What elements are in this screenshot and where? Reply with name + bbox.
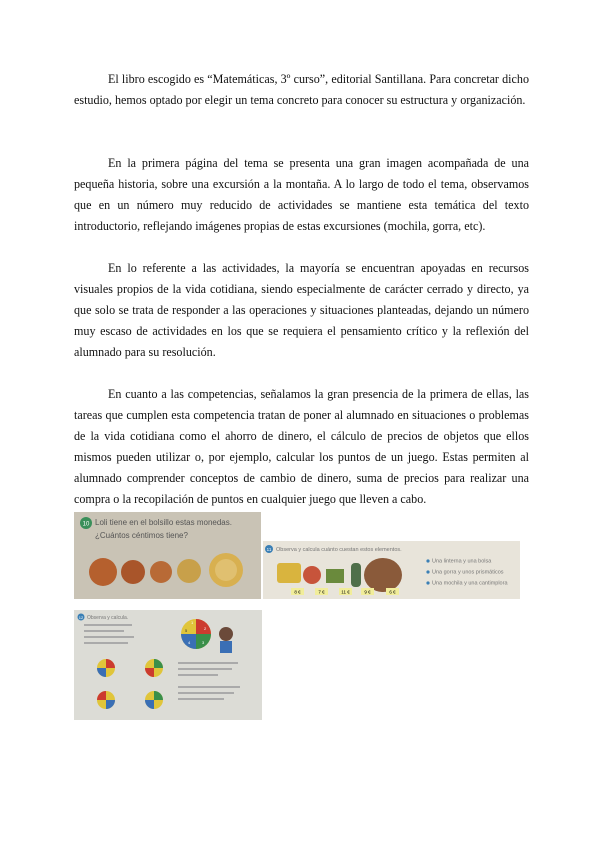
wheels-instruction: Observa y calcula.	[87, 615, 129, 621]
svg-text:12: 12	[78, 615, 84, 620]
coin-icon	[177, 559, 201, 583]
svg-text:11 €: 11 €	[341, 589, 350, 595]
small-score-wheel	[97, 691, 115, 709]
svg-text:5: 5	[185, 628, 188, 633]
items-prices-figure	[263, 541, 520, 599]
item-line-3: Una mochila y una cantimplora	[432, 580, 508, 587]
item-line-1: Una linterna y una bolsa	[432, 558, 492, 565]
paragraph-first-page: En la primera página del tema se presenta una gran imagen acompañada de una pequeña historia, sobre una excursión a la montaña. A lo largo de todo el tema, observamos que en un número muy reducido de actividades se mantiene esta temática del texto introductorio, reflejando imágenes propias de estas excursiones (mochila, gorra, etc).	[74, 156, 529, 233]
svg-text:4: 4	[188, 640, 191, 645]
svg-text:3: 3	[202, 640, 205, 645]
cap-icon	[303, 566, 321, 584]
paragraph-book-choice: El libro escogido es “Matemáticas, 3º curso”, editorial Santillana. Para concretar dicho estudio, hemos optado por elegir un tema concreto para conocer su estructura y organización.	[74, 72, 529, 107]
svg-text:8 €: 8 €	[294, 589, 301, 595]
small-score-wheel	[145, 691, 163, 709]
player-icon	[219, 627, 233, 641]
coins-question-2: ¿Cuántos céntimos tiene?	[95, 531, 188, 540]
coin-icon	[121, 560, 145, 584]
coins-number: 10	[82, 521, 90, 528]
item-line-2: Una gorra y unos prismáticos	[432, 569, 504, 576]
svg-text:6 €: 6 €	[389, 589, 396, 595]
items-number: 11	[266, 547, 272, 552]
svg-text:2: 2	[204, 626, 207, 631]
items-illustration	[263, 541, 520, 599]
canteen-icon	[351, 563, 361, 587]
backpack-icon	[364, 558, 402, 592]
coin-icon	[89, 558, 117, 586]
svg-text:9 €: 9 €	[364, 589, 371, 595]
flashlight-icon	[277, 563, 301, 583]
coins-figure	[74, 512, 261, 599]
coins-question-1: Loli tiene en el bolsillo estas monedas.	[95, 518, 232, 527]
binoculars-icon	[326, 569, 344, 583]
large-score-wheel	[181, 619, 211, 649]
paragraph-competencies: En cuanto a las competencias, señalamos la gran presencia de la primera de ellas, las tareas que cumplen esta competencia tratan de poner al alumnado en situaciones o problemas de la vida cotidiana como el ahorro de dinero, el cálculo de precios de objetos que ellos mismos pueden utilizar o, por ejemplo, calcular los puntos de un juego. Estas permiten al alumnado comprender conceptos de cambio de dinero, suma de precios para realizar una compra o la recopilación de puntos en cualquier juego que lleven a cabo.	[74, 387, 529, 506]
player-body	[220, 641, 232, 653]
svg-text:7 €: 7 €	[318, 589, 325, 595]
items-instruction: Observa y calcula cuánto cuestan estos elementos.	[276, 547, 402, 553]
small-score-wheel	[97, 659, 115, 677]
wheels-illustration	[74, 610, 262, 720]
coin-icon	[150, 561, 172, 583]
coin-center	[215, 559, 237, 581]
scoring-wheels-figure	[74, 610, 262, 720]
paragraph-activities: En lo referente a las actividades, la mayoría se encuentran apoyadas en recursos visuales propios de la vida cotidiana, siendo especialmente de carácter cerrado y directo, ya que solo se trata de responder a las operaciones y situaciones planteadas, dejando un número muy escaso de actividades en los que se requiera el pensamiento crítico y la reflexión del alumnado para su resolución.	[74, 261, 529, 359]
svg-text:1: 1	[191, 620, 194, 625]
coins-illustration	[74, 512, 261, 599]
small-score-wheel	[145, 659, 163, 677]
